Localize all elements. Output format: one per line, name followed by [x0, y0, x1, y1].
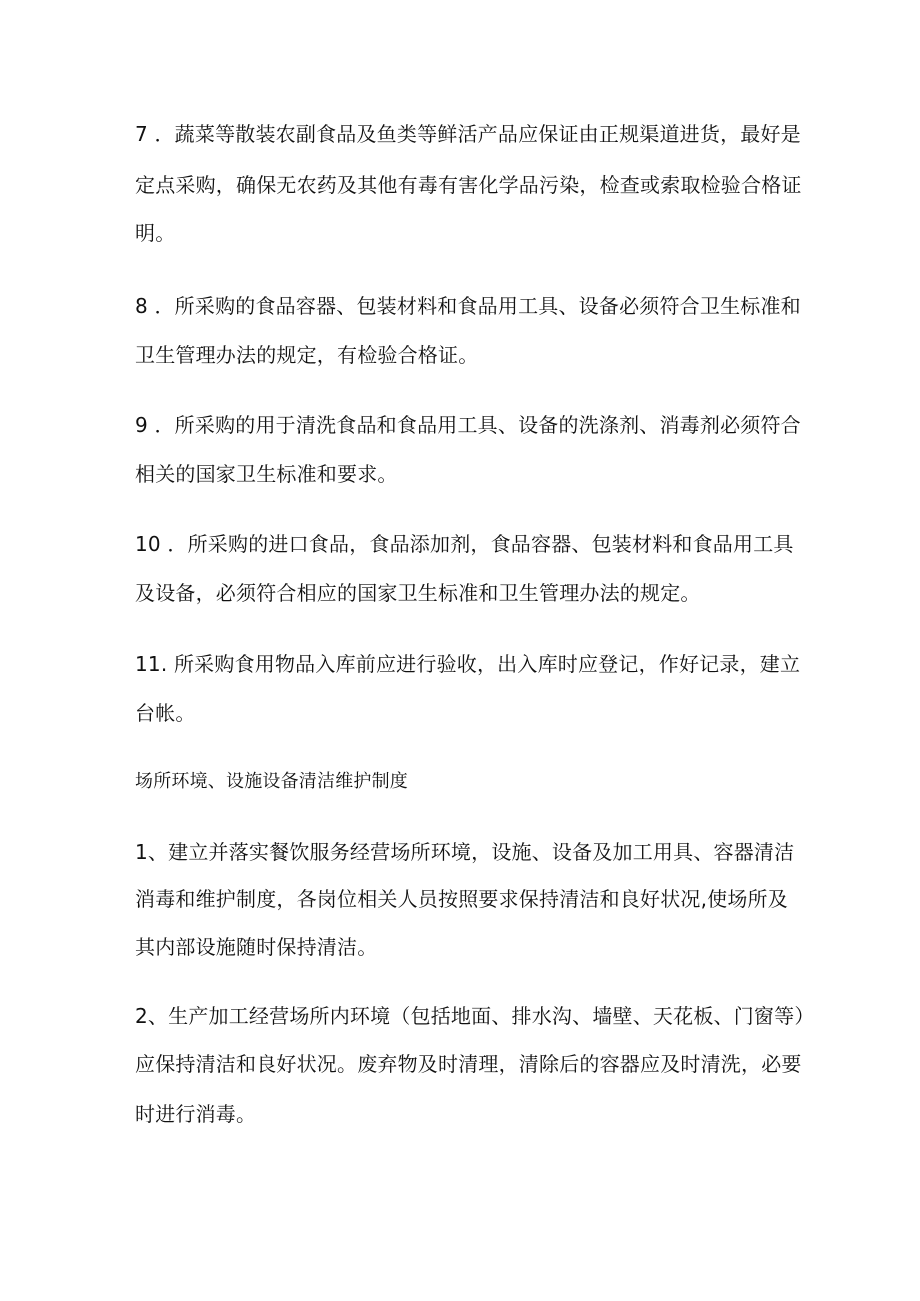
section-item-1-line-2: 消毒和维护制度，各岗位相关人员按照要求保持清洁和良好状况,使场所及 — [135, 887, 788, 911]
section-title: 场所环境、设施设备清洁维护制度 — [135, 771, 408, 792]
section-item-2-line-2: 应保持清洁和良好状况。废弃物及时清理，清除后的容器应及时清洗，必要 — [135, 1052, 802, 1076]
item-9-line-2: 相关的国家卫生标准和要求。 — [135, 462, 398, 486]
section-item-2-line-3: 时进行消毒。 — [135, 1102, 257, 1126]
item-11-line-1: 11. 所采购食用物品入库前应进行验收，出入库时应登记，作好记录，建立 — [135, 652, 801, 676]
item-11-line-2: 台帐。 — [135, 701, 196, 725]
item-8-line-2: 卫生管理办法的规定，有检验合格证。 — [135, 343, 479, 367]
item-7-line-2: 定点采购，确保无农药及其他有毒有害化学品污染，检查或索取检验合格证 — [135, 173, 802, 197]
section-item-1-line-1: 1、建立并落实餐饮服务经营场所环境，设施、设备及加工用具、容器清洁 — [135, 840, 795, 864]
section-item-2-line-1: 2、生产加工经营场所内环境（包括地面、排水沟、墙壁、天花板、门窗等） — [135, 1004, 815, 1028]
item-7-line-3: 明。 — [135, 221, 176, 245]
section-item-1-line-3: 其内部设施随时保持清洁。 — [135, 935, 378, 959]
item-7-line-1: 7 ．蔬菜等散装农副食品及鱼类等鲜活产品应保证由正规渠道进货，最好是 — [135, 122, 801, 146]
item-9-line-1: 9 ．所采购的用于清洗食品和食品用工具、设备的洗涤剂、消毒剂必须符合 — [135, 413, 801, 437]
item-8-line-1: 8 ．所采购的食品容器、包装材料和食品用工具、设备必须符合卫生标准和 — [135, 294, 801, 318]
item-10-line-1: 10 ．所采购的进口食品，食品添加剂，食品容器、包装材料和食品用工具 — [135, 532, 794, 556]
item-10-line-2: 及设备，必须符合相应的国家卫生标准和卫生管理办法的规定。 — [135, 581, 701, 605]
